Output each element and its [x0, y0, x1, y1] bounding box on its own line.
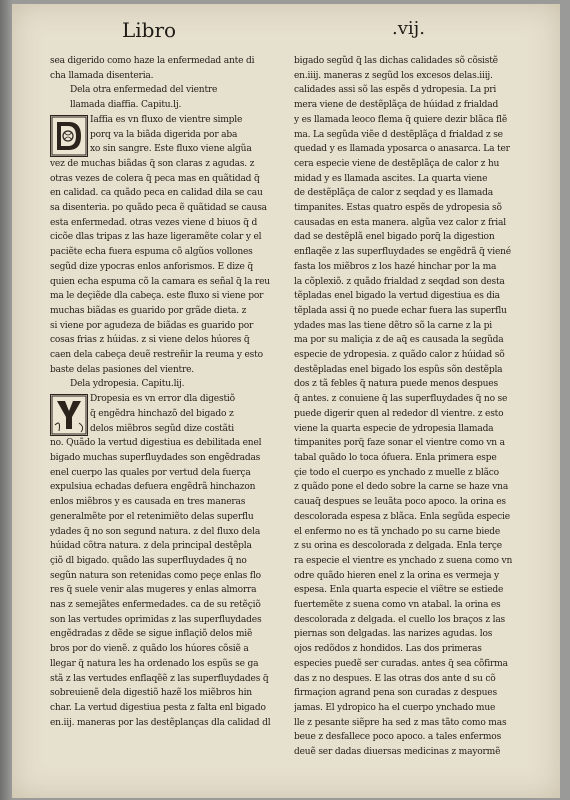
text-line: Iaffia es vn fluxo de vientre simple	[90, 114, 243, 125]
paragraph-ydropesia-body	[50, 436, 288, 730]
text-line: de destẽplãça de calor z seqdad y es llamada	[294, 188, 493, 199]
text-line: baste delas pasiones del vientre.	[50, 364, 194, 375]
text-line: la cõplexiõ. z quãdo frialdad z seqdad son desta	[294, 276, 505, 287]
text-line: q̃ antes. z conuiene q̃ las superfluydades q̃ no se	[294, 394, 508, 405]
text-line: porq va la biãda digerida por aba	[90, 129, 238, 140]
text-line: tẽpladas enel bigado la vertud digestiua es dia	[294, 291, 500, 302]
text-line: nas z semejãtes enfermedades. ca de su retẽçiõ	[50, 600, 261, 611]
text-line: en.iiij. maneras z segũd los excesos delas.iiij.	[294, 70, 493, 81]
text-line: ma por su maliçia z de aq̃ es causada la segũda	[294, 335, 504, 346]
text-line: sa disenteria. po quãdo peca ẽ quãtidad se causa	[50, 203, 267, 214]
text-line: llegar q̃ natura les ha ordenado los espũs se ga	[50, 658, 259, 669]
text-line: descolorada z delgada. el cuello los braços z las	[294, 614, 506, 625]
text-line: Dropesia es vn error dla digestiõ	[90, 394, 235, 405]
text-line: si viene por agudeza de biãdas es guarido por	[50, 320, 254, 331]
text-line: dos z tã febles q̃ natura puede menos despues	[294, 379, 498, 390]
text-line: firmaçion agrand pena son curadas z despues	[294, 688, 497, 699]
text-line: ma. La segũda viẽe d destẽplãça d frialdad z se	[294, 129, 503, 140]
text-line: espesa. Enla quarta especie el viẽtre se estiede	[294, 585, 504, 596]
text-line: tẽplada assi q̃ no puede echar fuera las superflu	[294, 305, 507, 316]
text-line: paciẽte echa fuera espuma cõ algũos vollones	[50, 247, 253, 258]
text-line: çiõ dl bigado. quãdo las superfluydades q̃ no	[50, 555, 247, 566]
text-line: destẽpladas enel bigado los espũs sõn destẽpla	[294, 364, 503, 375]
text-line: quedad y es llamada yposarca o anasarca. La ter	[294, 144, 510, 155]
left-column	[50, 54, 288, 730]
text-line: xo sin sangre. Este fluxo viene algũa	[90, 144, 252, 155]
running-header	[12, 10, 560, 50]
text-line: cicõe dlas tripas z las haze ligeramẽte colar y el	[50, 232, 262, 243]
chapter-heading: Dela otra enfermedad del vientre	[70, 85, 218, 96]
text-line: das z no despues. E las otras dos ante d su cõ	[294, 673, 496, 684]
text-line: enel cuerpo las quales por vertud dela fuerça	[50, 467, 251, 478]
text-line: quien echa espuma cõ la camara es señal q̃ la reu	[50, 276, 270, 287]
text-line: tabal quãdo lo toca ófuera. Enla primera espe	[294, 452, 497, 463]
text-line: y es llamada leoco flema q̃ quiere dezir blãca flẽ	[294, 114, 508, 125]
text-line: especie de ydropesia. z quãdo calor z húidad sõ	[294, 350, 505, 361]
text-line: ra especie el vientre es ynchado z suena como vn	[294, 555, 513, 566]
text-line: timpanites porq̃ faze sonar el vientre como vn a	[294, 438, 505, 449]
book-page	[12, 4, 560, 798]
text-line: sea digerido como haze la enfermedad ante di	[50, 56, 255, 66]
text-line: viene la quarta especie de ydropesia llamada	[294, 423, 494, 434]
text-line: enlos miẽbros y es causada en tres maneras	[50, 497, 246, 508]
text-line: ydades q̃ no son segund natura. z del fluxo dela	[50, 526, 261, 537]
text-line: fasta los miẽbros z los hazé hinchar por la ma	[294, 261, 497, 272]
text-line: húidad cõtra natura. z dela principal destẽpla	[50, 541, 252, 552]
text-line: cosas frias z húidas. z si viene delos húores q̃	[50, 335, 250, 346]
text-line: esta enfermedad. otras vezes viene d biuos q̃ d	[50, 217, 258, 228]
text-line: piernas son delgadas. las narizes agudas. los	[294, 629, 493, 640]
decorated-initial-y	[50, 394, 88, 436]
text-line: jamas. El ydropico ha el cuerpo ynchado mue	[294, 702, 496, 713]
text-line: char. La vertud digestiua pesta z falta enl bigado	[50, 702, 266, 713]
text-line: cera especie viene de destẽplãça de calor z hu	[294, 158, 500, 169]
text-line: odre quãdo hieren enel z la orina es vermeja y	[294, 570, 499, 581]
header-book-label: Libro	[122, 18, 177, 42]
text-line: z quãdo pone el dedo sobre la carne se haze vna	[294, 482, 509, 493]
text-line: ojos redõdos z hondidos. Las dos primeras	[294, 644, 482, 655]
text-line: deuẽ ser dadas diuersas medicinas z mayormẽ	[294, 747, 501, 758]
header-folio-number: .vij.	[392, 18, 425, 39]
text-line: vez de muchas biãdas q̃ son claras z agudas. z	[50, 158, 255, 169]
chapter-heading: Dela ydropesia. Capitu.lij.	[70, 379, 185, 390]
text-line: delos miẽbros segũd dize costãti	[90, 423, 234, 434]
text-line: cha llamada disenteria.	[50, 70, 154, 81]
text-line: generalmẽte por el retenimiẽto delas superflu	[50, 511, 254, 522]
text-line: q̃ engẽdra hinchazõ del bigado z	[90, 408, 234, 419]
text-line: ma le deçiẽde dla cabeça. este fluxo si viene por	[50, 291, 264, 302]
text-line: midad y es llamada ascites. La quarta viene	[294, 173, 488, 184]
decorated-initial-d	[50, 115, 88, 157]
paragraph-diaffia-body	[50, 157, 288, 378]
text-line: especies puedẽ ser curadas. antes q̃ sea cõfirma	[294, 658, 508, 669]
text-line: bros por do vienẽ. z quãdo los húores cõsiẽ a	[50, 644, 249, 655]
text-line: bigado segũd q̃ las dichas calidades sõ cõsistẽ	[294, 56, 498, 66]
text-line: calidades assi sõ las espẽs d ydropesia. La pri	[294, 85, 497, 96]
text-line: mera viene de destẽplãça de húidad z frialdad	[294, 100, 499, 111]
text-line: lle z pesante siẽpre ha sed z mas tãto como mas	[294, 717, 507, 728]
text-line: res q̃ suele venir alas mugeres y enlas almorra	[50, 585, 257, 596]
text-line: segũd dize ypocras enlos anforismos. E dize q̃	[50, 261, 253, 272]
text-line: sobreuienẽ dela digestiõ hazẽ los miẽbros hin	[50, 688, 252, 699]
text-line: son las vertudes oprimidas z las superfluydades	[50, 614, 262, 625]
paragraph-diaffia	[50, 113, 288, 157]
text-line: el enfermo no es tã ynchado po su carne biede	[294, 526, 501, 537]
text-line: cauaq̃ despues se leuãta poco apoco. la orina es	[294, 497, 506, 508]
right-column	[294, 54, 532, 760]
text-line: enflaqẽe z las superfluydades se engẽdrã q̃ viené	[294, 247, 511, 258]
text-line: en calidad. ca quãdo peca en calidad dila se cau	[50, 188, 263, 199]
text-line: puede digerir quen al rededor dl vientre. z esto	[294, 408, 504, 419]
text-line: bigado muchas superfluydades son engẽdradas	[50, 452, 261, 463]
text-line: descolorada espesa z blãca. Enla segũda especie	[294, 511, 510, 522]
text-line: engẽdradas z dẽde se sigue inflaçiõ delos miẽ	[50, 629, 253, 640]
text-line: beue z desfallece poco apoco. a tales enfermos	[294, 732, 502, 743]
text-line: otras vezes de colera q̃ peca mas en quãtidad q̃	[50, 173, 260, 184]
text-line: timpanites. Estas quatro espẽs de ydropesia sõ	[294, 203, 502, 214]
text-line: dad se destẽplã enel bigado porq̃ la digestion	[294, 232, 495, 243]
text-line: çie todo el cuerpo es ynchado z muelle z blãco	[294, 467, 499, 478]
text-line: causadas en esta manera. algũa vez calor z frial	[294, 217, 506, 228]
paragraph-ydropesia	[50, 392, 288, 436]
page-edge-shadow	[0, 0, 12, 800]
chapter-heading: llamada diaffia. Capitu.lj.	[70, 100, 182, 111]
text-line: caen dela cabeça deuẽ restreñir la reuma y esto	[50, 350, 263, 361]
text-line: z su orina es descolorada z delgada. Enla terçe	[294, 541, 502, 552]
text-line: expulsiua echadas defuera engẽdrã hinchazon	[50, 482, 256, 493]
text-line: stã z las vertudes enflaqẽẽ z las superfluydades q̃	[50, 673, 269, 684]
text-line: no. Quãdo la vertud digestiua es debilitada enel	[50, 438, 262, 449]
text-line: ydades mas las tiene dẽtro sõ la carne z la pi	[294, 320, 492, 331]
text-line: muchas biãdas es guarido por grãde dieta. z	[50, 305, 247, 316]
text-line: en.iij. maneras por las destẽplanças dla calidad dl	[50, 717, 271, 728]
text-line: segũn natura son retenidas como peçe enlas flo	[50, 570, 261, 581]
text-line: fuertemẽte z suena como vn atabal. la orina es	[294, 600, 501, 611]
